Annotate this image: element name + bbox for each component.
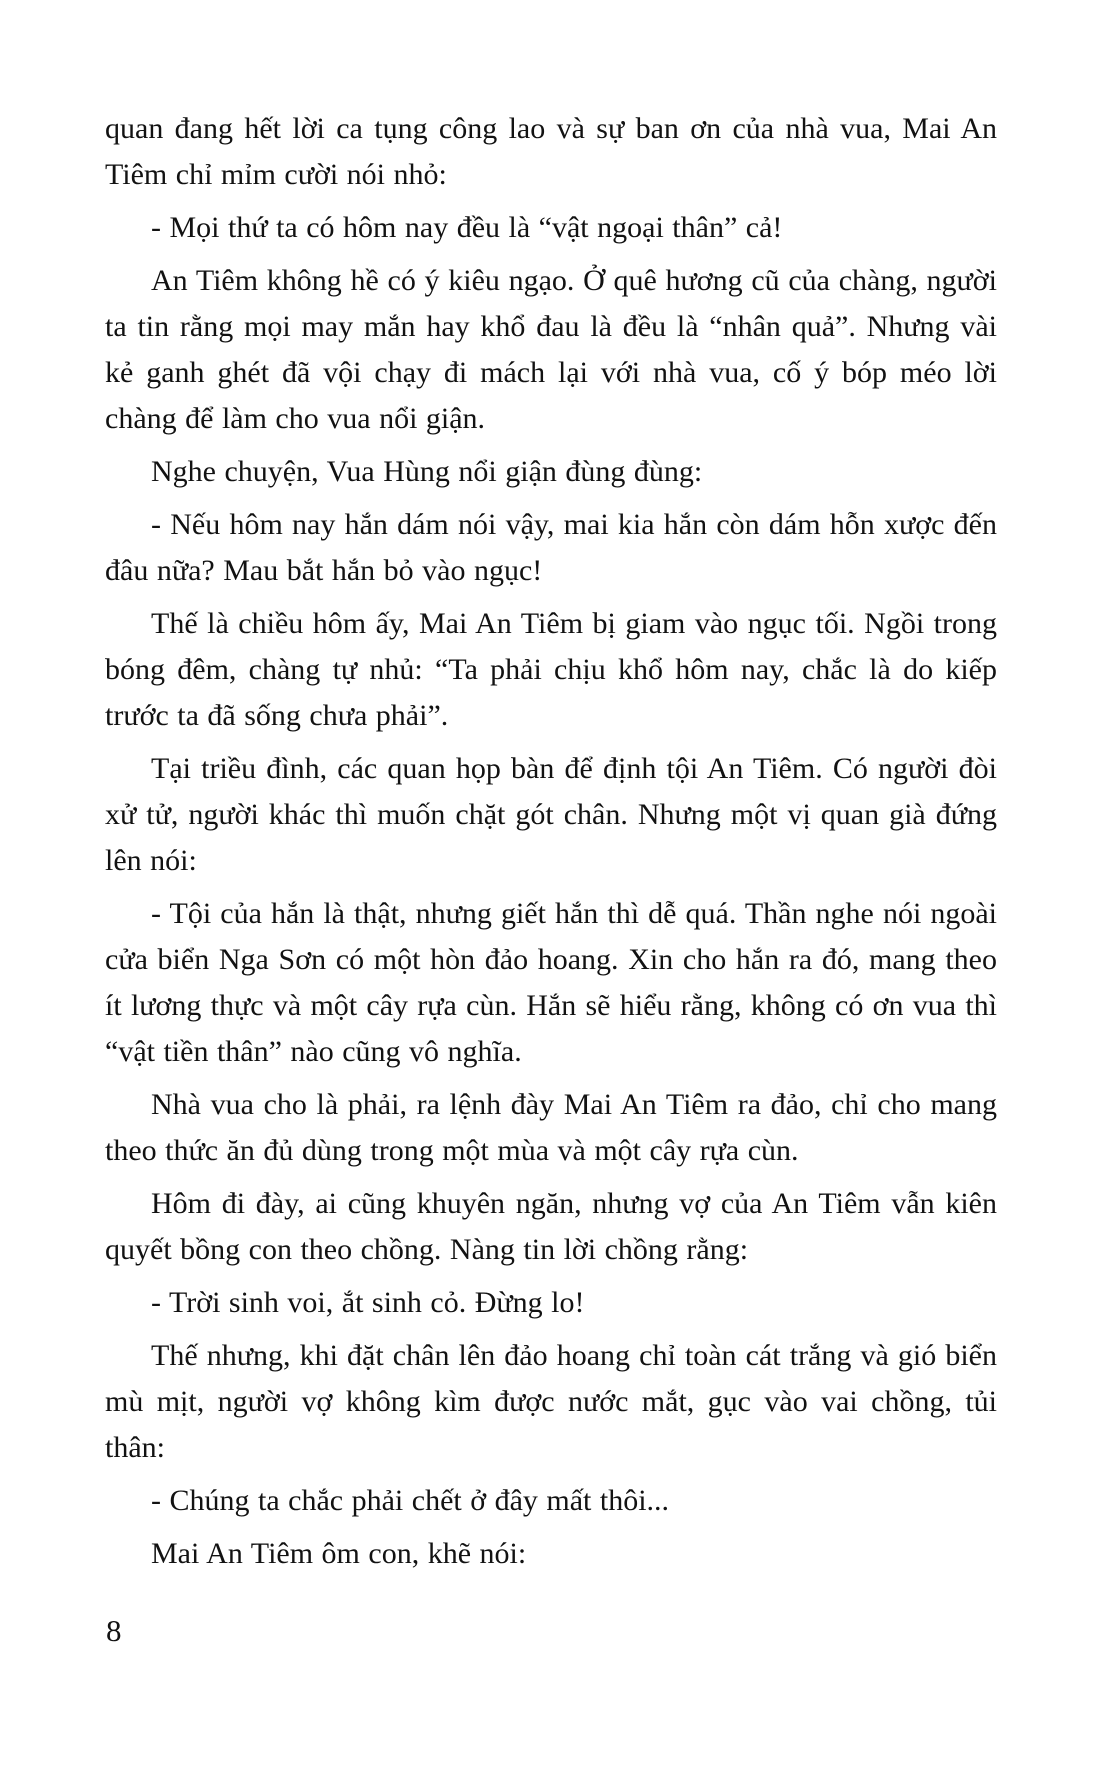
paragraph: Nghe chuyện, Vua Hùng nổi giận đùng đùng: (151, 455, 703, 488)
paragraph: Mai An Tiêm ôm con, khẽ nói: (151, 1537, 527, 1570)
paragraph: - Trời sinh voi, ắt sinh cỏ. Đừng lo! (151, 1286, 585, 1319)
paragraph: - Chúng ta chắc phải chết ở đây mất thôi... (151, 1484, 670, 1517)
paragraph: Nhà vua cho là phải, ra lệnh đày Mai An Tiêm ra đảo, chỉ cho mang theo thức ăn đủ dùng trong một mùa và một cây rựa cùn. (105, 1088, 997, 1167)
paragraph: - Tội của hắn là thật, nhưng giết hắn thì dễ quá. Thần nghe nói ngoài cửa biển Nga Sơn có một hòn đảo hoang. Xin cho hắn ra đó, mang theo ít lương thực và một cây rựa cùn. Hắn sẽ hiểu rằng, không có ơn vua thì “vật tiền thân” nào cũng vô nghĩa. (105, 897, 997, 1068)
paragraph: Thế là chiều hôm ấy, Mai An Tiêm bị giam vào ngục tối. Ngồi trong bóng đêm, chàng tự nhủ: “Ta phải chịu khổ hôm nay, chắc là do kiếp trước ta đã sống chưa phải”. (105, 607, 997, 732)
story-text-block (105, 106, 997, 1584)
paragraph: - Nếu hôm nay hắn dám nói vậy, mai kia hắn còn dám hỗn xược đến đâu nữa? Mau bắt hắn bỏ vào ngục! (105, 508, 997, 587)
paragraph: Tại triều đình, các quan họp bàn để định tội An Tiêm. Có người đòi xử tử, người khác thì muốn chặt gót chân. Nhưng một vị quan già đứng lên nói: (105, 752, 997, 877)
paragraph: Thế nhưng, khi đặt chân lên đảo hoang chỉ toàn cát trắng và gió biển mù mịt, người vợ không kìm được nước mắt, gục vào vai chồng, tủi thân: (105, 1339, 997, 1464)
page-number: 8 (106, 1613, 122, 1648)
paragraph: - Mọi thứ ta có hôm nay đều là “vật ngoại thân” cả! (151, 211, 783, 244)
paragraph: Hôm đi đày, ai cũng khuyên ngăn, nhưng vợ của An Tiêm vẫn kiên quyết bồng con theo chồng. Nàng tin lời chồng rằng: (105, 1187, 997, 1266)
paragraph: quan đang hết lời ca tụng công lao và sự ban ơn của nhà vua, Mai An Tiêm chỉ mỉm cười nói nhỏ: (105, 112, 997, 191)
paragraph: An Tiêm không hề có ý kiêu ngạo. Ở quê hương cũ của chàng, người ta tin rằng mọi may mắn hay khổ đau là đều là “nhân quả”. Nhưng vài kẻ ganh ghét đã vội chạy đi mách lại với nhà vua, cố ý bóp méo lời chàng để làm cho vua nổi giận. (105, 264, 997, 435)
